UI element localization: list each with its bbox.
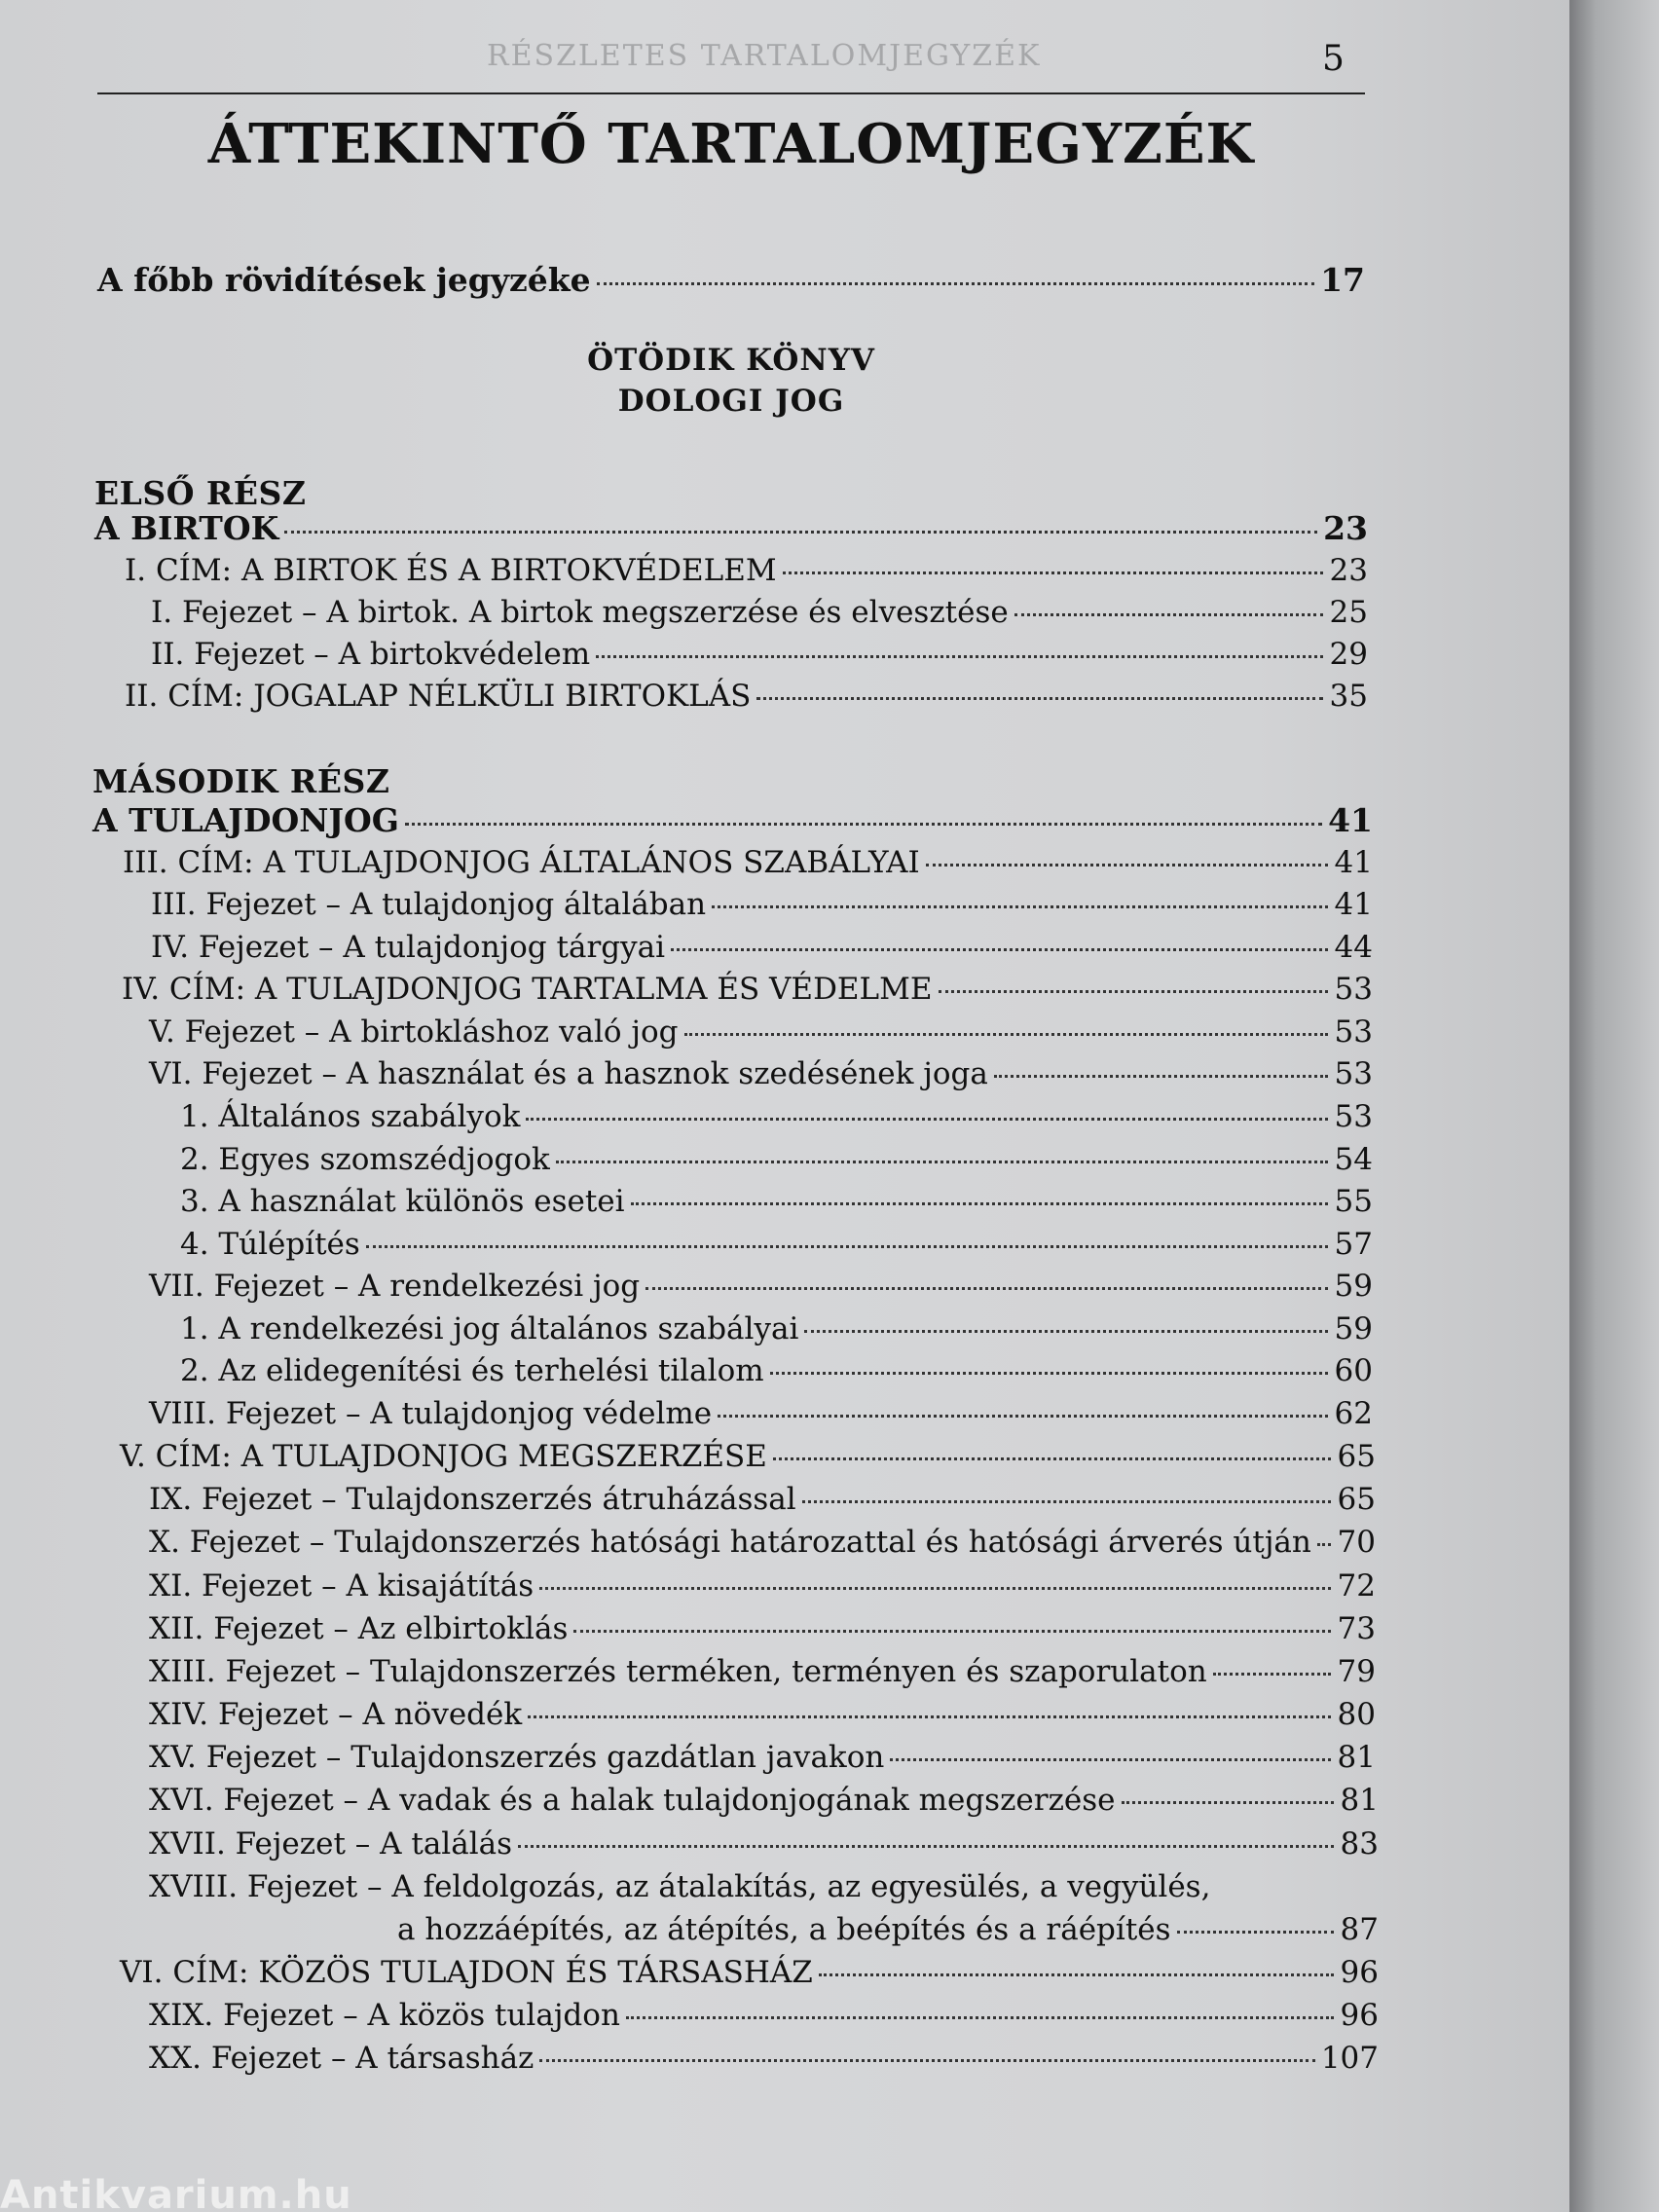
- toc-entry-page: 80: [1337, 1697, 1376, 1732]
- toc-entry-page: 41: [1334, 845, 1373, 880]
- toc-entry-page: 35: [1329, 679, 1368, 714]
- toc-entry-page: 81: [1337, 1740, 1376, 1775]
- dot-leader: [671, 948, 1328, 951]
- toc-entry-page: 96: [1340, 1955, 1379, 1990]
- dot-leader: [819, 1973, 1334, 1976]
- dot-leader: [804, 1330, 1328, 1333]
- dot-leader: [939, 990, 1328, 993]
- toc-row: [149, 1611, 1376, 1646]
- toc-entry-title: XVII. Fejezet – A találás: [149, 1826, 512, 1862]
- toc-row: [125, 679, 1368, 714]
- page-title: ÁTTEKINTŐ TARTALOMJEGYZÉK: [207, 112, 1255, 176]
- dot-leader: [773, 1457, 1331, 1460]
- toc-entry-page: 53: [1334, 972, 1373, 1007]
- dot-leader: [756, 697, 1323, 700]
- toc-row: [149, 1740, 1376, 1775]
- toc-entry-title: VI. Fejezet – A használat és a hasznok szedésének joga: [149, 1056, 988, 1091]
- toc-entry-page: 59: [1334, 1311, 1373, 1346]
- dot-leader: [770, 1372, 1328, 1375]
- toc-entry-title: III. Fejezet – A tulajdonjog általában: [151, 887, 707, 922]
- toc-entry-title: II. CÍM: JOGALAP NÉLKÜLI BIRTOKLÁS: [125, 679, 752, 714]
- toc-entry-title: A BIRTOK: [94, 509, 279, 547]
- dot-leader: [802, 1500, 1331, 1503]
- toc-row: [149, 1783, 1379, 1818]
- toc-entry-title: XIX. Fejezet – A közös tulajdon: [149, 1998, 620, 2033]
- toc-row: [180, 1099, 1373, 1134]
- toc-entry-page: 96: [1340, 1998, 1379, 2033]
- toc-entry-page: 83: [1340, 1826, 1379, 1862]
- watermark: Antikvarium.hu: [0, 2173, 352, 2212]
- dot-leader: [994, 1075, 1328, 1078]
- dot-leader: [596, 655, 1323, 658]
- background-surface: [1569, 0, 1659, 2212]
- toc-row: [149, 1014, 1373, 1050]
- dot-leader: [626, 2016, 1334, 2019]
- toc-entry-title: V. Fejezet – A birtokláshoz való jog: [149, 1014, 679, 1050]
- toc-entry-title: 4. Túlépítés: [180, 1227, 360, 1262]
- dot-leader: [645, 1287, 1328, 1290]
- toc-entry-page: 29: [1329, 637, 1368, 672]
- toc-entry-title: 2. Egyes szomszédjogok: [180, 1142, 550, 1177]
- toc-entry-page: 65: [1337, 1482, 1376, 1517]
- toc-row: [149, 1482, 1376, 1517]
- toc-entry-page: 72: [1337, 1568, 1376, 1604]
- ghost-header: RÉSZLETES TARTALOMJEGYZÉK: [487, 39, 1042, 73]
- toc-entry-page: 53: [1334, 1014, 1373, 1050]
- toc-entry-title: 3. A használat különös esetei: [180, 1184, 625, 1219]
- toc-row: [151, 595, 1368, 630]
- dot-leader: [556, 1161, 1328, 1163]
- toc-row: [120, 1955, 1379, 1990]
- toc-entry-page: 55: [1334, 1184, 1373, 1219]
- toc-row: [180, 1227, 1373, 1262]
- page-number: 5: [1322, 39, 1345, 79]
- toc-entry-page: 44: [1334, 930, 1373, 965]
- toc-entry-page: 23: [1323, 509, 1368, 547]
- toc-row: [123, 845, 1373, 880]
- toc-entry-page: 70: [1337, 1525, 1376, 1560]
- toc-entry-title: A TULAJDONJOG: [92, 801, 399, 839]
- toc-entry-title: XV. Fejezet – Tulajdonszerzés gazdátlan javakon: [149, 1740, 885, 1775]
- toc-entry-title: I. Fejezet – A birtok. A birtok megszerzése és elvesztése: [151, 595, 1009, 630]
- dot-leader: [366, 1245, 1328, 1248]
- toc-entry-title: IV. Fejezet – A tulajdonjog tárgyai: [151, 930, 666, 965]
- dot-leader: [631, 1202, 1328, 1205]
- toc-row: [180, 1184, 1373, 1219]
- part-heading: MÁSODIK RÉSZ: [92, 762, 390, 800]
- toc-entry-page: 79: [1337, 1654, 1376, 1689]
- dot-leader: [539, 1587, 1331, 1590]
- toc-entry-page: 62: [1334, 1396, 1373, 1431]
- toc-entry-page: 65: [1337, 1439, 1376, 1474]
- toc-entry-page: 41: [1334, 887, 1373, 922]
- toc-entry-title: IX. Fejezet – Tulajdonszerzés átruházással: [149, 1482, 796, 1517]
- toc-entry-page: 59: [1334, 1269, 1373, 1304]
- toc-entry-page: 53: [1334, 1099, 1373, 1134]
- dot-leader: [528, 1715, 1331, 1718]
- dot-leader: [1213, 1673, 1331, 1676]
- dot-leader: [684, 1033, 1328, 1036]
- header-rule: [97, 92, 1365, 94]
- toc-entry-title: V. CÍM: A TULAJDONJOG MEGSZERZÉSE: [120, 1439, 767, 1474]
- toc-entry-page: 23: [1329, 553, 1368, 588]
- toc-entry-title: XIII. Fejezet – Tulajdonszerzés terméken, terményen és szaporulaton: [149, 1654, 1207, 1689]
- toc-entry-page: 107: [1320, 2041, 1379, 2076]
- toc-row: [120, 1439, 1376, 1474]
- book-subheading: DOLOGI JOG: [617, 384, 845, 419]
- toc-row: [149, 1525, 1376, 1560]
- toc-row: [149, 1697, 1376, 1732]
- dot-leader: [783, 571, 1323, 574]
- toc-row: [125, 553, 1368, 588]
- dot-leader: [1177, 1931, 1334, 1934]
- toc-row: [151, 930, 1373, 965]
- toc-entry-title: 1. Általános szabályok: [180, 1099, 521, 1134]
- toc-entry-title: XX. Fejezet – A társasház: [149, 2041, 535, 2076]
- toc-entry-title: I. CÍM: A BIRTOK ÉS A BIRTOKVÉDELEM: [125, 553, 777, 588]
- toc-row: [180, 1311, 1373, 1346]
- toc-entry-title: XVIII. Fejezet – A feldolgozás, az átalakítás, az egyesülés, a vegyülés,: [149, 1869, 1211, 1904]
- toc-entry-title: II. Fejezet – A birtokvédelem: [151, 637, 591, 672]
- dot-leader: [1014, 613, 1323, 616]
- toc-entry-title: VII. Fejezet – A rendelkezési jog: [149, 1269, 641, 1304]
- toc-entry-title: XVI. Fejezet – A vadak és a halak tulajdonjogának megszerzése: [149, 1783, 1116, 1818]
- toc-entry-title: III. CÍM: A TULAJDONJOG ÁLTALÁNOS SZABÁLYAI: [123, 845, 920, 880]
- toc-row: [180, 1142, 1373, 1177]
- dot-leader: [518, 1845, 1334, 1848]
- toc-entry-page: 81: [1340, 1783, 1379, 1818]
- toc-row: [149, 1396, 1373, 1431]
- dot-leader: [712, 905, 1328, 908]
- toc-row: [149, 1826, 1379, 1862]
- dot-leader: [890, 1758, 1331, 1761]
- dot-leader: [573, 1630, 1331, 1633]
- toc-row: [149, 1998, 1379, 2033]
- toc-row: [149, 1056, 1373, 1091]
- toc-entry-title: 1. A rendelkezési jog általános szabályai: [180, 1311, 799, 1346]
- toc-row: [397, 1912, 1379, 1947]
- toc-entry-title: VIII. Fejezet – A tulajdonjog védelme: [149, 1396, 713, 1431]
- toc-row: [92, 803, 1373, 838]
- toc-entry-title: X. Fejezet – Tulajdonszerzés hatósági határozattal és hatósági árverés útján: [149, 1525, 1311, 1560]
- toc-row: [149, 2041, 1379, 2076]
- dot-leader: [1317, 1543, 1331, 1546]
- toc-entry-page: 25: [1329, 595, 1368, 630]
- part-heading: ELSŐ RÉSZ: [94, 474, 307, 512]
- toc-entry-title: 2. Az elidegenítési és terhelési tilalom: [180, 1353, 764, 1388]
- toc-row: [94, 511, 1368, 546]
- toc-entry-page: 60: [1334, 1353, 1373, 1388]
- dot-leader: [284, 531, 1317, 534]
- toc-entry-title: XI. Fejezet – A kisajátítás: [149, 1568, 535, 1604]
- toc-entry-title: VI. CÍM: KÖZÖS TULAJDON ÉS TÁRSASHÁZ: [120, 1955, 813, 1990]
- toc-entry-page: 54: [1334, 1142, 1373, 1177]
- toc-row: [97, 263, 1365, 298]
- toc-entry-page: 41: [1328, 801, 1373, 839]
- dot-leader: [1122, 1801, 1334, 1804]
- dot-leader: [718, 1415, 1328, 1418]
- toc-row: [149, 1654, 1376, 1689]
- toc-entry-title: IV. CÍM: A TULAJDONJOG TARTALMA ÉS VÉDELME: [122, 972, 933, 1007]
- toc-entry-title: XII. Fejezet – Az elbirtoklás: [149, 1611, 569, 1646]
- dot-leader: [926, 864, 1328, 866]
- toc-row: [149, 1269, 1373, 1304]
- dot-leader: [539, 2059, 1314, 2062]
- toc-entry-title: a hozzáépítés, az átépítés, a beépítés és a ráépítés: [397, 1912, 1171, 1947]
- dot-leader: [526, 1118, 1328, 1121]
- toc-entry-page: 73: [1337, 1611, 1376, 1646]
- toc-entry-page: 53: [1334, 1056, 1373, 1091]
- toc-row: [180, 1353, 1373, 1388]
- toc-row: [149, 1568, 1376, 1604]
- toc-entry-page: 87: [1340, 1912, 1379, 1947]
- toc-row: [151, 887, 1373, 922]
- toc-entry-title: A főbb rövidítések jegyzéke: [97, 261, 591, 299]
- toc-row: [122, 972, 1373, 1007]
- toc-entry-page: 17: [1320, 261, 1365, 299]
- book-heading: ÖTÖDIK KÖNYV: [587, 343, 875, 378]
- toc-entry-title: XIV. Fejezet – A növedék: [149, 1697, 523, 1732]
- toc-row: [151, 637, 1368, 672]
- dot-leader: [597, 282, 1314, 285]
- toc-entry-page: 57: [1334, 1227, 1373, 1262]
- dot-leader: [405, 823, 1322, 826]
